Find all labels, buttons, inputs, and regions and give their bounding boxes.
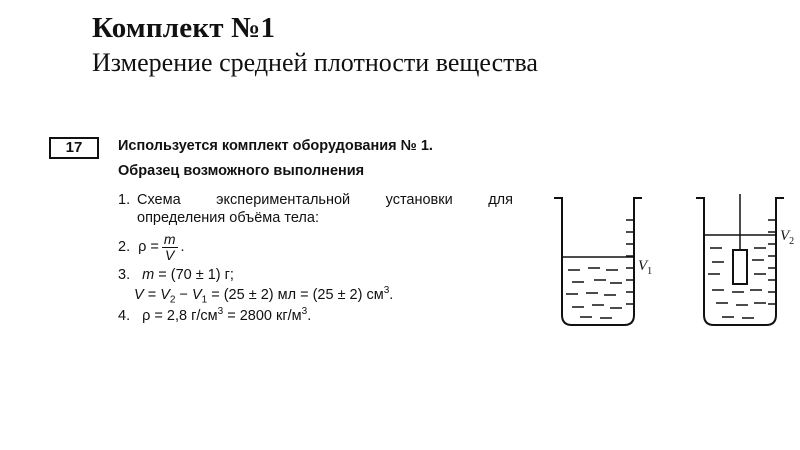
volume-symbol: V bbox=[134, 286, 144, 303]
item3-line2 bbox=[134, 285, 393, 306]
item2-lhs: ρ = bbox=[138, 239, 159, 255]
fraction-numerator: m bbox=[163, 230, 176, 247]
page-subtitle: Измерение средней плотности вещества bbox=[92, 48, 538, 77]
item1-word: установки bbox=[385, 192, 453, 208]
item4-density-kgm3: = 2800 кг/м bbox=[223, 307, 302, 324]
v1-subscript: 1 bbox=[201, 294, 208, 306]
item4-density-gcm3: ρ = 2,8 г/см bbox=[142, 307, 218, 324]
fraction-denominator: V bbox=[165, 246, 175, 263]
item3-mass-symbol: m bbox=[142, 267, 155, 283]
item3-volume-value: = (25 ± 2) мл = (25 ± 2) см bbox=[211, 286, 384, 303]
item4-sup1: 3 bbox=[217, 306, 224, 317]
v2-subscript: 2 bbox=[169, 294, 176, 306]
item4-sup2: 3 bbox=[301, 306, 308, 317]
item1-word: экспериментальной bbox=[216, 192, 351, 208]
v2-label: $V_2$ bbox=[780, 228, 795, 247]
item1-word: для bbox=[488, 192, 513, 208]
item4-number: 4. bbox=[118, 307, 131, 324]
item4-end: . bbox=[307, 307, 312, 324]
item1-line1 bbox=[137, 192, 513, 208]
left-beaker-scale bbox=[626, 220, 634, 304]
left-beaker-outline bbox=[554, 198, 642, 325]
right-beaker-scale bbox=[768, 220, 776, 304]
cm3-superscript: 3 bbox=[383, 285, 390, 296]
item4-line bbox=[118, 306, 311, 324]
item1-line2: определения объёма тела: bbox=[137, 210, 319, 226]
item3-mass-value: = (70 ± 1) г; bbox=[158, 267, 234, 283]
task-number-box: 17 bbox=[49, 137, 99, 159]
item3-equals: = bbox=[147, 286, 157, 303]
item3-number: 3. bbox=[118, 267, 131, 283]
v1-label: $V_1$ bbox=[638, 258, 653, 277]
item2-formula bbox=[118, 230, 185, 264]
item3-end: . bbox=[389, 286, 394, 303]
item1-word: Схема bbox=[137, 192, 181, 208]
item3-line1 bbox=[118, 267, 234, 283]
item1-number: 1. bbox=[118, 192, 131, 208]
item2-end: . bbox=[180, 239, 185, 255]
equipment-intro: Используется комплект оборудования № 1. bbox=[118, 138, 433, 154]
immersed-body bbox=[733, 250, 747, 284]
item2-number: 2. bbox=[118, 239, 131, 255]
item3-minus: − bbox=[179, 286, 188, 303]
sample-heading: Образец возможного выполнения bbox=[118, 163, 365, 179]
page-title: Комплект №1 bbox=[92, 12, 276, 44]
density-fraction bbox=[162, 232, 178, 263]
left-water-hatching bbox=[566, 268, 622, 318]
beakers-diagram bbox=[540, 190, 800, 335]
volume-v2-symbol: V bbox=[160, 286, 170, 303]
volume-v1-symbol: V bbox=[191, 286, 202, 303]
